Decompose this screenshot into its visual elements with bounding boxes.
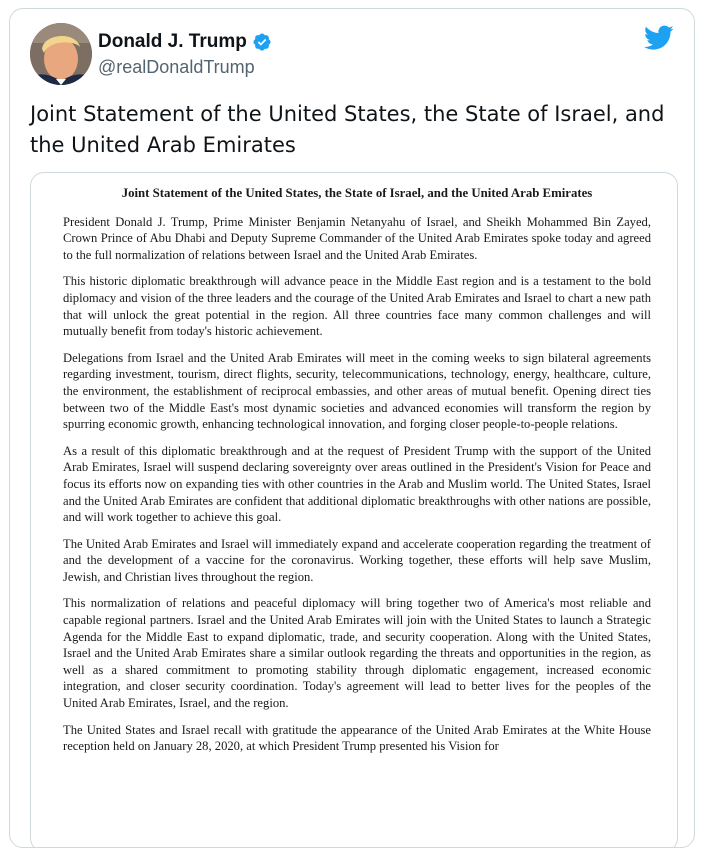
tweet-card[interactable] [9, 8, 695, 848]
document-paragraph: President Donald J. Trump, Prime Minister Benjamin Netanyahu of Israel, and Sheikh Mohammed Bin Zayed, Crown Prince of Abu Dhabi and Deputy Supreme Commander of the United Arab Emirates spoke today and agreed to the full normalization of relations between Israel and the United Arab Emirates. [63, 214, 651, 262]
tweet-text: Joint Statement of the United States, the State of Israel, and the United Arab Emirates [30, 102, 665, 157]
document-paragraph: This historic diplomatic breakthrough will advance peace in the Middle East region and is a testament to the bold diplomacy and vision of the three leaders and the courage of the United Arab Emirates and Israel to chart a new path that will unlock the great potential in the region. All three countries face many common challenges and will mutually benefit from today's historic achievement. [63, 274, 651, 339]
twitter-bird-icon[interactable] [644, 25, 674, 51]
author-name[interactable] [98, 30, 272, 54]
document-paragraph: The United States and Israel recall with gratitude the appearance of the United Arab Emirates at the White House reception held on January 28, 2020, at which President Trump presented his Vision for [63, 722, 651, 754]
author-avatar[interactable] [30, 23, 92, 85]
statement-document [63, 185, 651, 765]
author-name-text: Donald J. Trump [98, 31, 247, 52]
verified-badge-icon [252, 32, 272, 52]
document-paragraph: This normalization of relations and peaceful diplomacy will bring together two of America's most reliable and capable regional partners. Israel and the United Arab Emirates will join with the United States to launch a Strategic Agenda for the Middle East to expand diplomatic, trade, and security cooperation. Along with the United States, Israel and the United Arab Emirates share a similar outlook regarding the threats and opportunities in the region, as well as a shared commitment to promoting stability through diplomatic engagement, increased economic integration, and closer security coordination. Today's agreement will lead to better lives for the peoples of the United Arab Emirates, Israel, and the region. [63, 596, 651, 711]
author-handle[interactable]: @realDonaldTrump [98, 57, 255, 77]
avatar-image [30, 23, 92, 85]
attached-image[interactable] [30, 172, 678, 848]
document-title: Joint Statement of the United States, the State of Israel, and the United Arab Emirates [121, 186, 593, 200]
document-paragraph: The United Arab Emirates and Israel will immediately expand and accelerate cooperation regarding the treatment of and the development of a vaccine for the coronavirus. Working together, these efforts will help save Muslim, Jewish, and Christian lives throughout the region. [63, 536, 651, 584]
document-paragraph: Delegations from Israel and the United Arab Emirates will meet in the coming weeks to sign bilateral agreements regarding investment, tourism, direct flights, security, telecommunications, technology, energy, healthcare, culture, the environment, the establishment of reciprocal embassies, and other areas of mutual benefit. Opening direct ties between two of the Middle East's most dynamic societies and advanced economies will transform the region by spurring economic growth, enhancing technological innovation, and forging closer people-to-people relations. [63, 350, 651, 432]
document-paragraph: As a result of this diplomatic breakthrough and at the request of President Trump with the support of the United Arab Emirates, Israel will suspend declaring sovereignty over areas outlined in the President's Vision for Peace and focus its efforts now on expanding ties with other countries in the Arab and Muslim world. The United States, Israel and the United Arab Emirates are confident that additional diplomatic breakthroughs with other nations are possible, and will work together to achieve this goal. [63, 443, 651, 525]
